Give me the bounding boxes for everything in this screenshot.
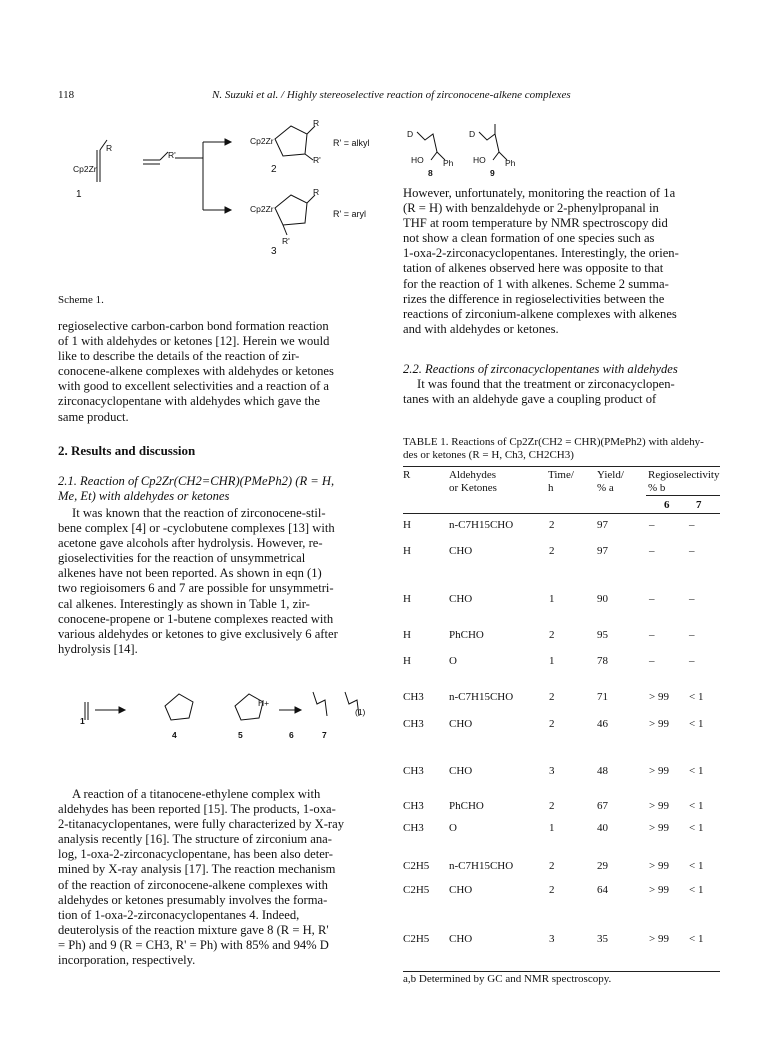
table-cell-time: 2	[549, 691, 555, 703]
text-line: deuterolysis of the reaction mixture gave 8 (R = H, R'	[58, 922, 329, 937]
text-line: 1-oxa-2-zirconacyclopentanes. Interestingly, the orien-	[403, 246, 679, 261]
left-para-2	[58, 506, 376, 657]
table-cell-sub: CHO	[449, 545, 473, 557]
text-line: same product.	[58, 409, 129, 424]
table-cell-r6: > 99	[649, 718, 669, 730]
table-cell-R: CH3	[403, 718, 424, 730]
table-cell-time: 2	[549, 718, 555, 730]
table-cell-time: 1	[549, 593, 555, 605]
scheme1-rp-2: R'	[313, 155, 321, 165]
struct8-d: D	[407, 129, 414, 139]
subsection-2-1-heading	[58, 474, 376, 504]
table-cell-r6: > 99	[649, 691, 669, 703]
page-number: 118	[58, 89, 75, 101]
table-cell-r7: –	[689, 593, 695, 605]
subsection-2-2-heading: 2.2. Reactions of zirconacyclopentanes with aldehydes	[403, 362, 678, 376]
table-cell-sub: CHO	[449, 884, 473, 896]
col-header-7: 7	[696, 499, 702, 511]
text-line: gioselectivities for the reaction of unsymmetrical	[58, 551, 306, 566]
text-line: conocene-propene or 1-butene complexes reacted with	[58, 611, 334, 626]
text-line: of 1 with aldehydes or ketones [12]. Herein we would	[58, 334, 330, 349]
scheme1-rp-alkene: R'	[168, 150, 176, 160]
table-cell-r6: > 99	[649, 933, 669, 945]
col-header-regio-unit: % b	[648, 482, 666, 494]
table-cell-r6: –	[649, 655, 655, 667]
table-cell-sub: PhCHO	[449, 800, 484, 812]
scheme1-r-2: R	[313, 118, 320, 128]
eqn-n5: 5	[238, 730, 243, 740]
table-cell-time: 1	[549, 822, 555, 834]
table-cell-R: C2H5	[403, 884, 430, 896]
table-cell-sub: CHO	[449, 933, 473, 945]
table-cell-R: H	[403, 545, 411, 557]
section-2-heading: 2. Results and discussion	[58, 443, 196, 458]
text-line: tation of alkenes observed here was opposite to that	[403, 261, 664, 276]
text-line: various aldehydes or ketones to give exclusively 6 after	[58, 626, 338, 641]
table-cell-yield: 97	[597, 519, 608, 531]
table-cell-R: CH3	[403, 822, 424, 834]
col-header-time-unit: h	[548, 482, 554, 494]
subhead-line: Me, Et) with aldehydes or ketones	[58, 489, 230, 503]
table-cell-sub: O	[449, 655, 457, 667]
col-header-regio: Regioselectivity	[648, 469, 720, 481]
col-header-yield-unit: % a	[597, 482, 614, 494]
text-line: of the reaction of zirconocene-alkene complexes with	[58, 877, 328, 892]
text-line: THF at room temperature by NMR spectroscopy did	[403, 216, 668, 231]
scheme1-reagent-3: Cp2Zr	[250, 204, 274, 214]
table-cell-r6: –	[649, 593, 655, 605]
table-cell-yield: 35	[597, 933, 608, 945]
table-cell-R: CH3	[403, 800, 424, 812]
table-cell-r6: –	[649, 519, 655, 531]
table-cell-r7: –	[689, 629, 695, 641]
table-cell-R: H	[403, 593, 411, 605]
text-line: reactions of zirconium-alkene complexes with alkenes	[403, 306, 677, 321]
table-cell-r7: –	[689, 655, 695, 667]
col-header-ketones: or Ketones	[449, 482, 497, 494]
text-line: = Ph) and 9 (R = CH3, R' = Ph) with 85% and 94% D	[58, 937, 329, 952]
col-header-time: Time/	[548, 469, 574, 481]
eqn-n1: 1	[80, 716, 85, 726]
table-1-body	[403, 0, 720, 1056]
table-cell-time: 3	[549, 765, 555, 777]
text-line: and with aldehydes or ketones.	[403, 321, 559, 336]
text-line: It was known that the reaction of zirconocene-stil-	[72, 506, 326, 520]
table-cell-R: H	[403, 655, 411, 667]
table-cell-sub: CHO	[449, 593, 473, 605]
table-cell-r7: < 1	[689, 822, 704, 834]
text-line: However, unfortunately, monitoring the reaction of 1a	[403, 186, 676, 200]
text-line: acetone gave alcohols after hydrolysis. However, re-	[58, 536, 323, 551]
table-cell-r6: > 99	[649, 884, 669, 896]
struct8-ph: Ph	[443, 158, 454, 168]
text-line: cal alkenes. Interestingly as shown in Table 1, zir-	[58, 596, 310, 611]
text-line: two regioisomers 6 and 7 are possible for unsymmetri-	[58, 581, 334, 596]
eqn-n4: 4	[172, 730, 177, 740]
text-line: not show a clean formation of one species such as	[403, 231, 655, 246]
table-cell-yield: 67	[597, 800, 608, 812]
eqn-n7: 7	[322, 730, 327, 740]
text-line: conocene-alkene complexes with aldehydes or ketones	[58, 364, 334, 379]
struct9-number: 9	[490, 168, 495, 178]
table-cell-r6: > 99	[649, 822, 669, 834]
text-line: zirconacyclopentane with aldehydes which gave the	[58, 394, 320, 409]
table-cell-time: 1	[549, 655, 555, 667]
table-cell-yield: 97	[597, 545, 608, 557]
text-line: (R = H) with benzaldehyde or 2-phenylpropanal in	[403, 201, 659, 216]
scheme-1-label: Scheme 1.	[58, 294, 104, 306]
table-cell-sub: n-C7H15CHO	[449, 691, 514, 703]
table-cell-sub: O	[449, 822, 457, 834]
running-title: N. Suzuki et al. / Highly stereoselective reaction of zirconocene-alkene complexes	[212, 89, 571, 101]
text-line: alkenes have not been reported. As shown in eqn (1)	[58, 566, 322, 581]
text-line: tanes with an aldehyde gave a coupling product of	[403, 392, 657, 407]
text-line: aldehydes or ketones presumably involves the forma-	[58, 892, 328, 907]
table-cell-yield: 40	[597, 822, 608, 834]
table-cell-yield: 71	[597, 691, 608, 703]
table-cell-r7: < 1	[689, 800, 704, 812]
table-cell-r6: > 99	[649, 765, 669, 777]
scheme1-rp-3: R'	[282, 236, 290, 246]
struct9-d: D	[469, 129, 476, 139]
text-line: like to describe the details of the reaction of zir-	[58, 349, 300, 364]
eqn-label: (1)	[355, 707, 366, 717]
table-cell-time: 2	[549, 884, 555, 896]
table-cell-time: 2	[549, 800, 555, 812]
table-cell-r6: > 99	[649, 800, 669, 812]
table-cell-r7: < 1	[689, 933, 704, 945]
subhead-line: 2.1. Reaction of Cp2Zr(CH2=CHR)(PMePh2) (R = H,	[58, 474, 335, 488]
text-line: aldehydes has been reported [15]. The products, 1-oxa-	[58, 802, 336, 817]
scheme1-cond-aryl: R' = aryl	[333, 209, 366, 219]
table-cell-yield: 29	[597, 860, 608, 872]
table-bottom-rule	[403, 971, 720, 972]
scheme1-r: R	[106, 143, 113, 153]
scheme1-r-3: R	[313, 187, 320, 197]
table-cell-r7: < 1	[689, 691, 704, 703]
struct9-ho: HO	[473, 155, 486, 165]
text-line: A reaction of a titanocene-ethylene complex with	[72, 787, 321, 801]
text-line: mined by X-ray analysis [17]. The reaction mechanism	[58, 862, 336, 877]
table-cell-sub: PhCHO	[449, 629, 484, 641]
table-cell-yield: 90	[597, 593, 608, 605]
eqn-h-plus: H+	[258, 698, 270, 708]
text-line: with good to excellent selectivities and a reaction of a	[58, 379, 330, 394]
equation-1-drawing	[55, 678, 385, 758]
table-cell-R: H	[403, 629, 411, 641]
text-line: incorporation, respectively.	[58, 953, 196, 968]
caption-line: des or ketones (R = H, Ch3, CH2CH3)	[403, 449, 574, 461]
table-cell-r7: < 1	[689, 718, 704, 730]
text-line: tion of 1-oxa-2-zirconacyclopentanes 4. Indeed,	[58, 907, 300, 922]
table-cell-time: 2	[549, 860, 555, 872]
table-footnote: a,b Determined by GC and NMR spectroscopy.	[403, 973, 612, 985]
table-cell-time: 2	[549, 545, 555, 557]
text-line: bene complex [4] or -cyclobutene complexes [13] with	[58, 521, 335, 536]
text-line: It was found that the treatment or zirconacyclopen-	[417, 377, 675, 391]
text-line: rizes the difference in regioselectivities between the	[403, 291, 665, 306]
table-cell-R: CH3	[403, 691, 424, 703]
table-cell-r7: –	[689, 519, 695, 531]
table-cell-time: 3	[549, 933, 555, 945]
scheme1-reagent: Cp2Zr	[73, 164, 97, 174]
col-header-6: 6	[664, 499, 670, 511]
scheme1-compound-1: 1	[76, 189, 82, 200]
table-cell-sub: n-C7H15CHO	[449, 860, 514, 872]
scheme1-product-3: 3	[271, 246, 277, 257]
table-cell-sub: n-C7H15CHO	[449, 519, 514, 531]
table-cell-yield: 48	[597, 765, 608, 777]
text-line: 2-titanacyclopentanes, were fully characterized by X-ray	[58, 817, 345, 832]
eqn-n6: 6	[289, 730, 294, 740]
table-cell-r7: < 1	[689, 765, 704, 777]
left-para-3	[58, 787, 376, 968]
struct8-number: 8	[428, 168, 433, 178]
col-header-aldehydes: Aldehydes	[449, 469, 497, 481]
table-cell-R: H	[403, 519, 411, 531]
table-cell-yield: 78	[597, 655, 608, 667]
table-cell-r7: –	[689, 545, 695, 557]
table-cell-r7: < 1	[689, 884, 704, 896]
table-cell-yield: 64	[597, 884, 608, 896]
caption-line: TABLE 1. Reactions of Cp2Zr(CH2 = CHR)(PMePh2) with aldehy-	[403, 436, 704, 448]
text-line: for the reaction of 1 with alkenes. Scheme 2 summa-	[403, 276, 669, 291]
scheme1-cond-alkyl: R' = alkyl	[333, 138, 370, 148]
struct8-ho: HO	[411, 155, 424, 165]
scheme1-product-2: 2	[271, 164, 277, 175]
table-cell-r6: –	[649, 629, 655, 641]
table-cell-r6: –	[649, 545, 655, 557]
table-cell-sub: CHO	[449, 718, 473, 730]
left-para-1	[58, 319, 376, 425]
table-cell-r6: > 99	[649, 860, 669, 872]
col-header-r: R	[403, 469, 411, 481]
scheme1-reagent-2: Cp2Zr	[250, 136, 274, 146]
table-cell-R: CH3	[403, 765, 424, 777]
table-cell-time: 2	[549, 519, 555, 531]
text-line: hydrolysis [14].	[58, 641, 138, 656]
table-cell-sub: CHO	[449, 765, 473, 777]
struct9-ph: Ph	[505, 158, 516, 168]
text-line: log, 1-oxa-2-zirconacyclopentane, has been also deter-	[58, 847, 333, 862]
table-cell-R: C2H5	[403, 933, 430, 945]
table-cell-r7: < 1	[689, 860, 704, 872]
text-line: analysis recently [16]. The structure of zirconium ana-	[58, 832, 332, 847]
col-header-yield: Yield/	[597, 469, 624, 481]
table-cell-yield: 95	[597, 629, 608, 641]
table-cell-yield: 46	[597, 718, 608, 730]
text-line: regioselective carbon-carbon bond formation reaction	[58, 319, 329, 333]
scheme-1-drawing	[55, 112, 375, 270]
table-cell-time: 2	[549, 629, 555, 641]
table-cell-R: C2H5	[403, 860, 430, 872]
